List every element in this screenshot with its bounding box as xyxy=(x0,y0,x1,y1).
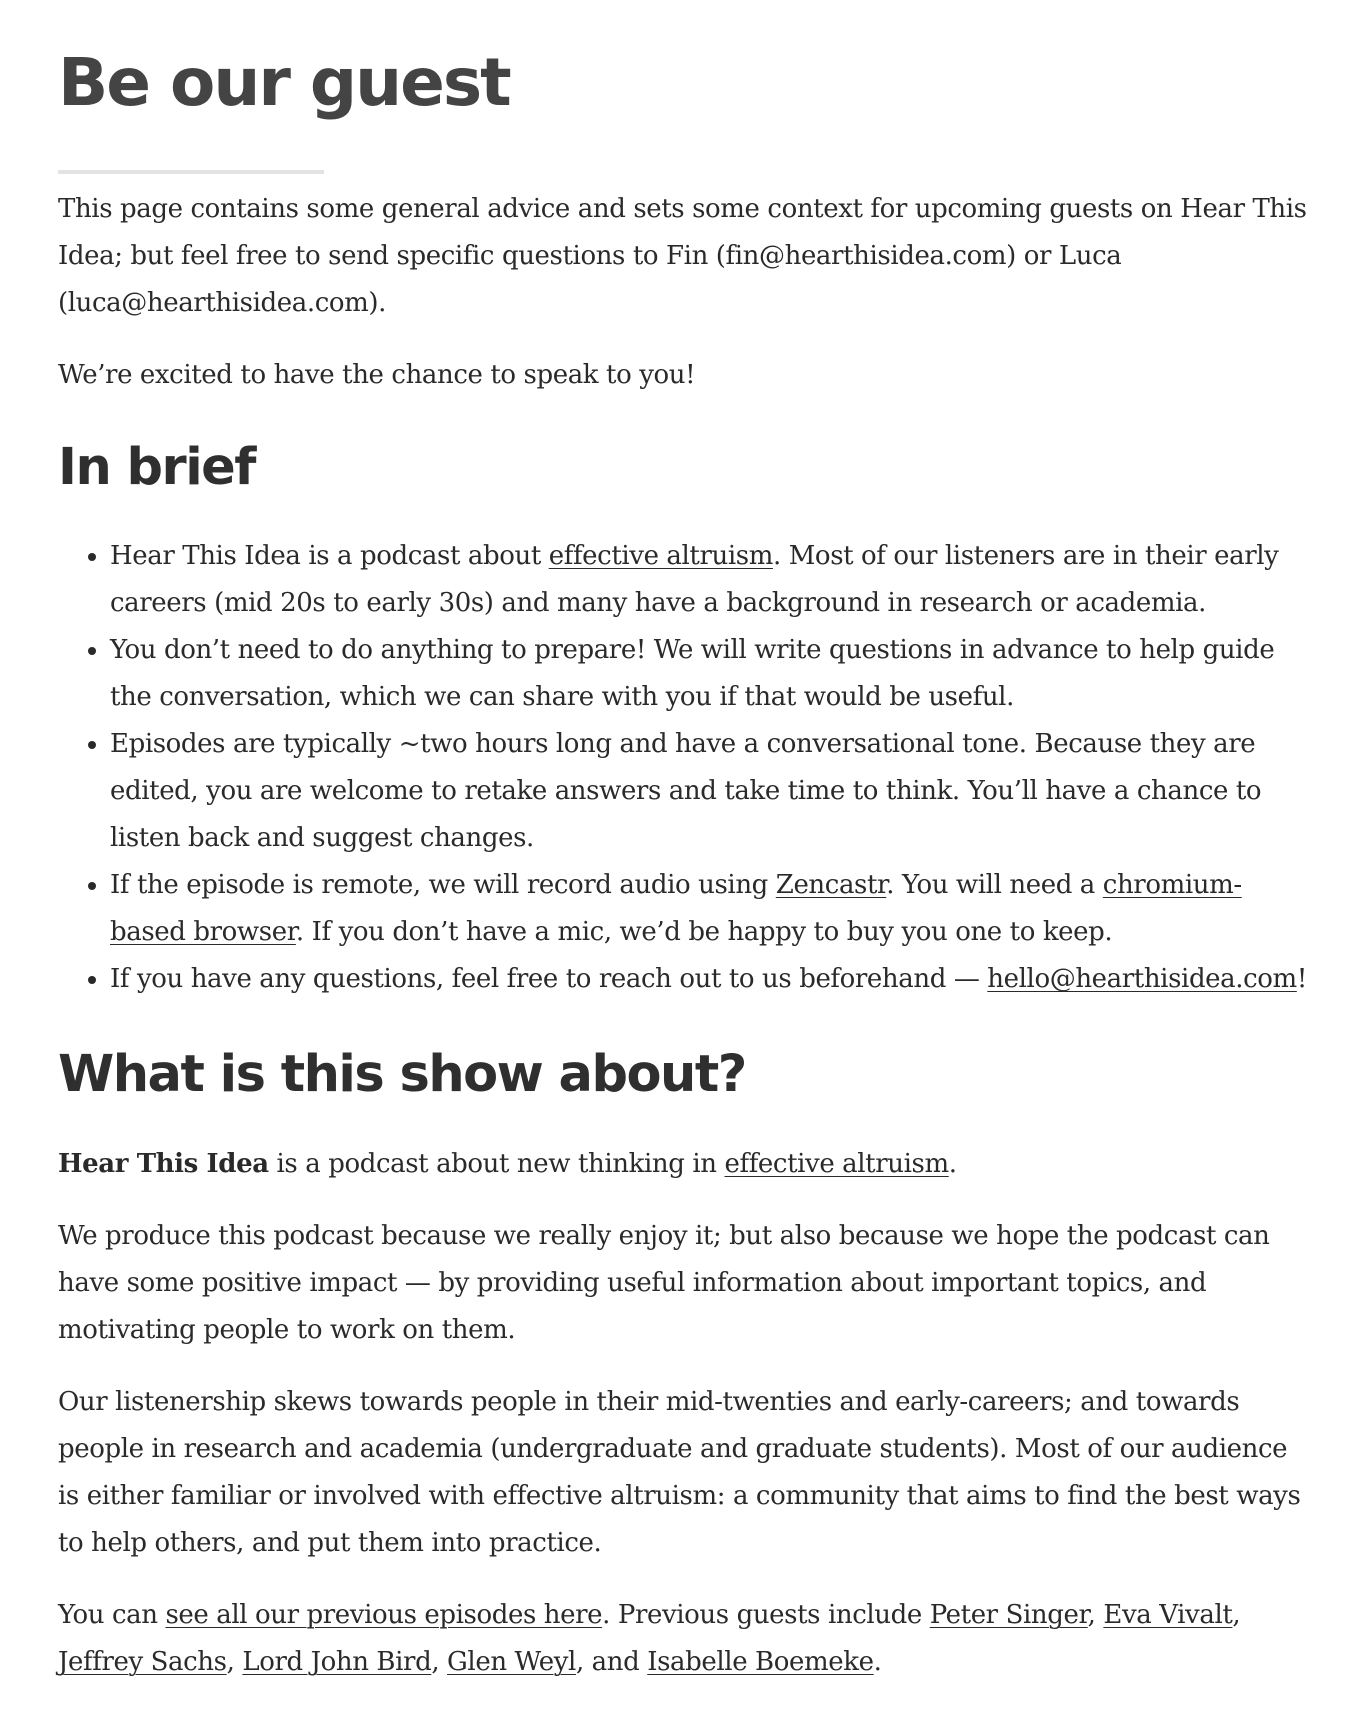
hello-email-link[interactable]: hello@hearthisidea.com xyxy=(987,964,1297,995)
guest-link-eva-vivalt[interactable]: Eva Vivalt xyxy=(1103,1600,1233,1631)
about-intro: Hear This Idea is a podcast about new thinking in effective altruism. xyxy=(58,1149,957,1180)
list-item: • You don’t need to do anything to prepare! We will write questions in advance to help guide the conversation, which we can share with you if that would be useful. xyxy=(110,627,1308,721)
title-divider xyxy=(58,170,324,174)
guest-link-jeffrey-sachs[interactable]: Jeffrey Sachs xyxy=(58,1647,227,1678)
effective-altruism-link[interactable]: effective altruism xyxy=(724,1149,949,1180)
about-heading: What is this show about? xyxy=(58,1045,746,1105)
guest-link-peter-singer[interactable]: Peter Singer xyxy=(929,1600,1088,1631)
chromium-browser-link[interactable]: chromium-based browser xyxy=(110,870,1242,948)
about-audience: Our listenership skews towards people in their mid-twenties and early-careers; and towards people in research and academia (undergraduate and graduate students). Most of our audience is either familiar or involved with effective altruism: a community that aims to find the best ways to help others, and put them into practice. xyxy=(58,1387,1301,1559)
list-item: • If the episode is remote, we will record audio using Zencastr. You will need a chromium-based browser. If you don’t have a mic, we’d be happy to buy you one to keep. xyxy=(110,862,1308,956)
page-content xyxy=(58,30,1308,1711)
intro-excited: We’re excited to have the chance to speak to you! xyxy=(58,360,696,390)
in-brief-list xyxy=(58,533,1308,1003)
about-purpose: We produce this podcast because we really enjoy it; but also because we hope the podcast can have some positive impact — by providing useful information about important topics, and motivating people to work on them. xyxy=(58,1221,1270,1346)
guest-link-lord-john-bird[interactable]: Lord John Bird xyxy=(242,1647,432,1678)
in-brief-heading: In brief xyxy=(58,438,255,497)
page-title: Be our guest xyxy=(58,44,510,121)
list-item: • Hear This Idea is a podcast about effective altruism. Most of our listeners are in their early careers (mid 20s to early 30s) and many have a background in research or academia. xyxy=(110,533,1308,627)
list-item: • Episodes are typically ~two hours long and have a conversational tone. Because they are edited, you are welcome to retake answers and take time to think. You’ll have a chance to listen back and suggest changes. xyxy=(110,721,1308,862)
effective-altruism-link[interactable]: effective altruism xyxy=(548,541,773,572)
previous-guests: You can see all our previous episodes here. Previous guests include Peter Singer, Eva Vivalt, Jeffrey Sachs, Lord John Bird, Glen Weyl, and Isabelle Boemeke. xyxy=(58,1600,1241,1678)
guest-link-isabelle-boemeke[interactable]: Isabelle Boemeke xyxy=(647,1647,874,1678)
zencastr-link[interactable]: Zencastr xyxy=(775,870,887,901)
intro-paragraph: This page contains some general advice and sets some context for upcoming guests on Hear This Idea; but feel free to send specific questions to Fin (fin@hearthisidea.com) or Luca (luca@hearthisidea.com). xyxy=(58,194,1307,318)
guest-link-glen-weyl[interactable]: Glen Weyl xyxy=(447,1647,576,1678)
previous-episodes-link[interactable]: see all our previous episodes here xyxy=(165,1600,603,1631)
list-item: • If you have any questions, feel free to reach out to us beforehand — hello@hearthisidea.com! xyxy=(110,956,1308,1003)
